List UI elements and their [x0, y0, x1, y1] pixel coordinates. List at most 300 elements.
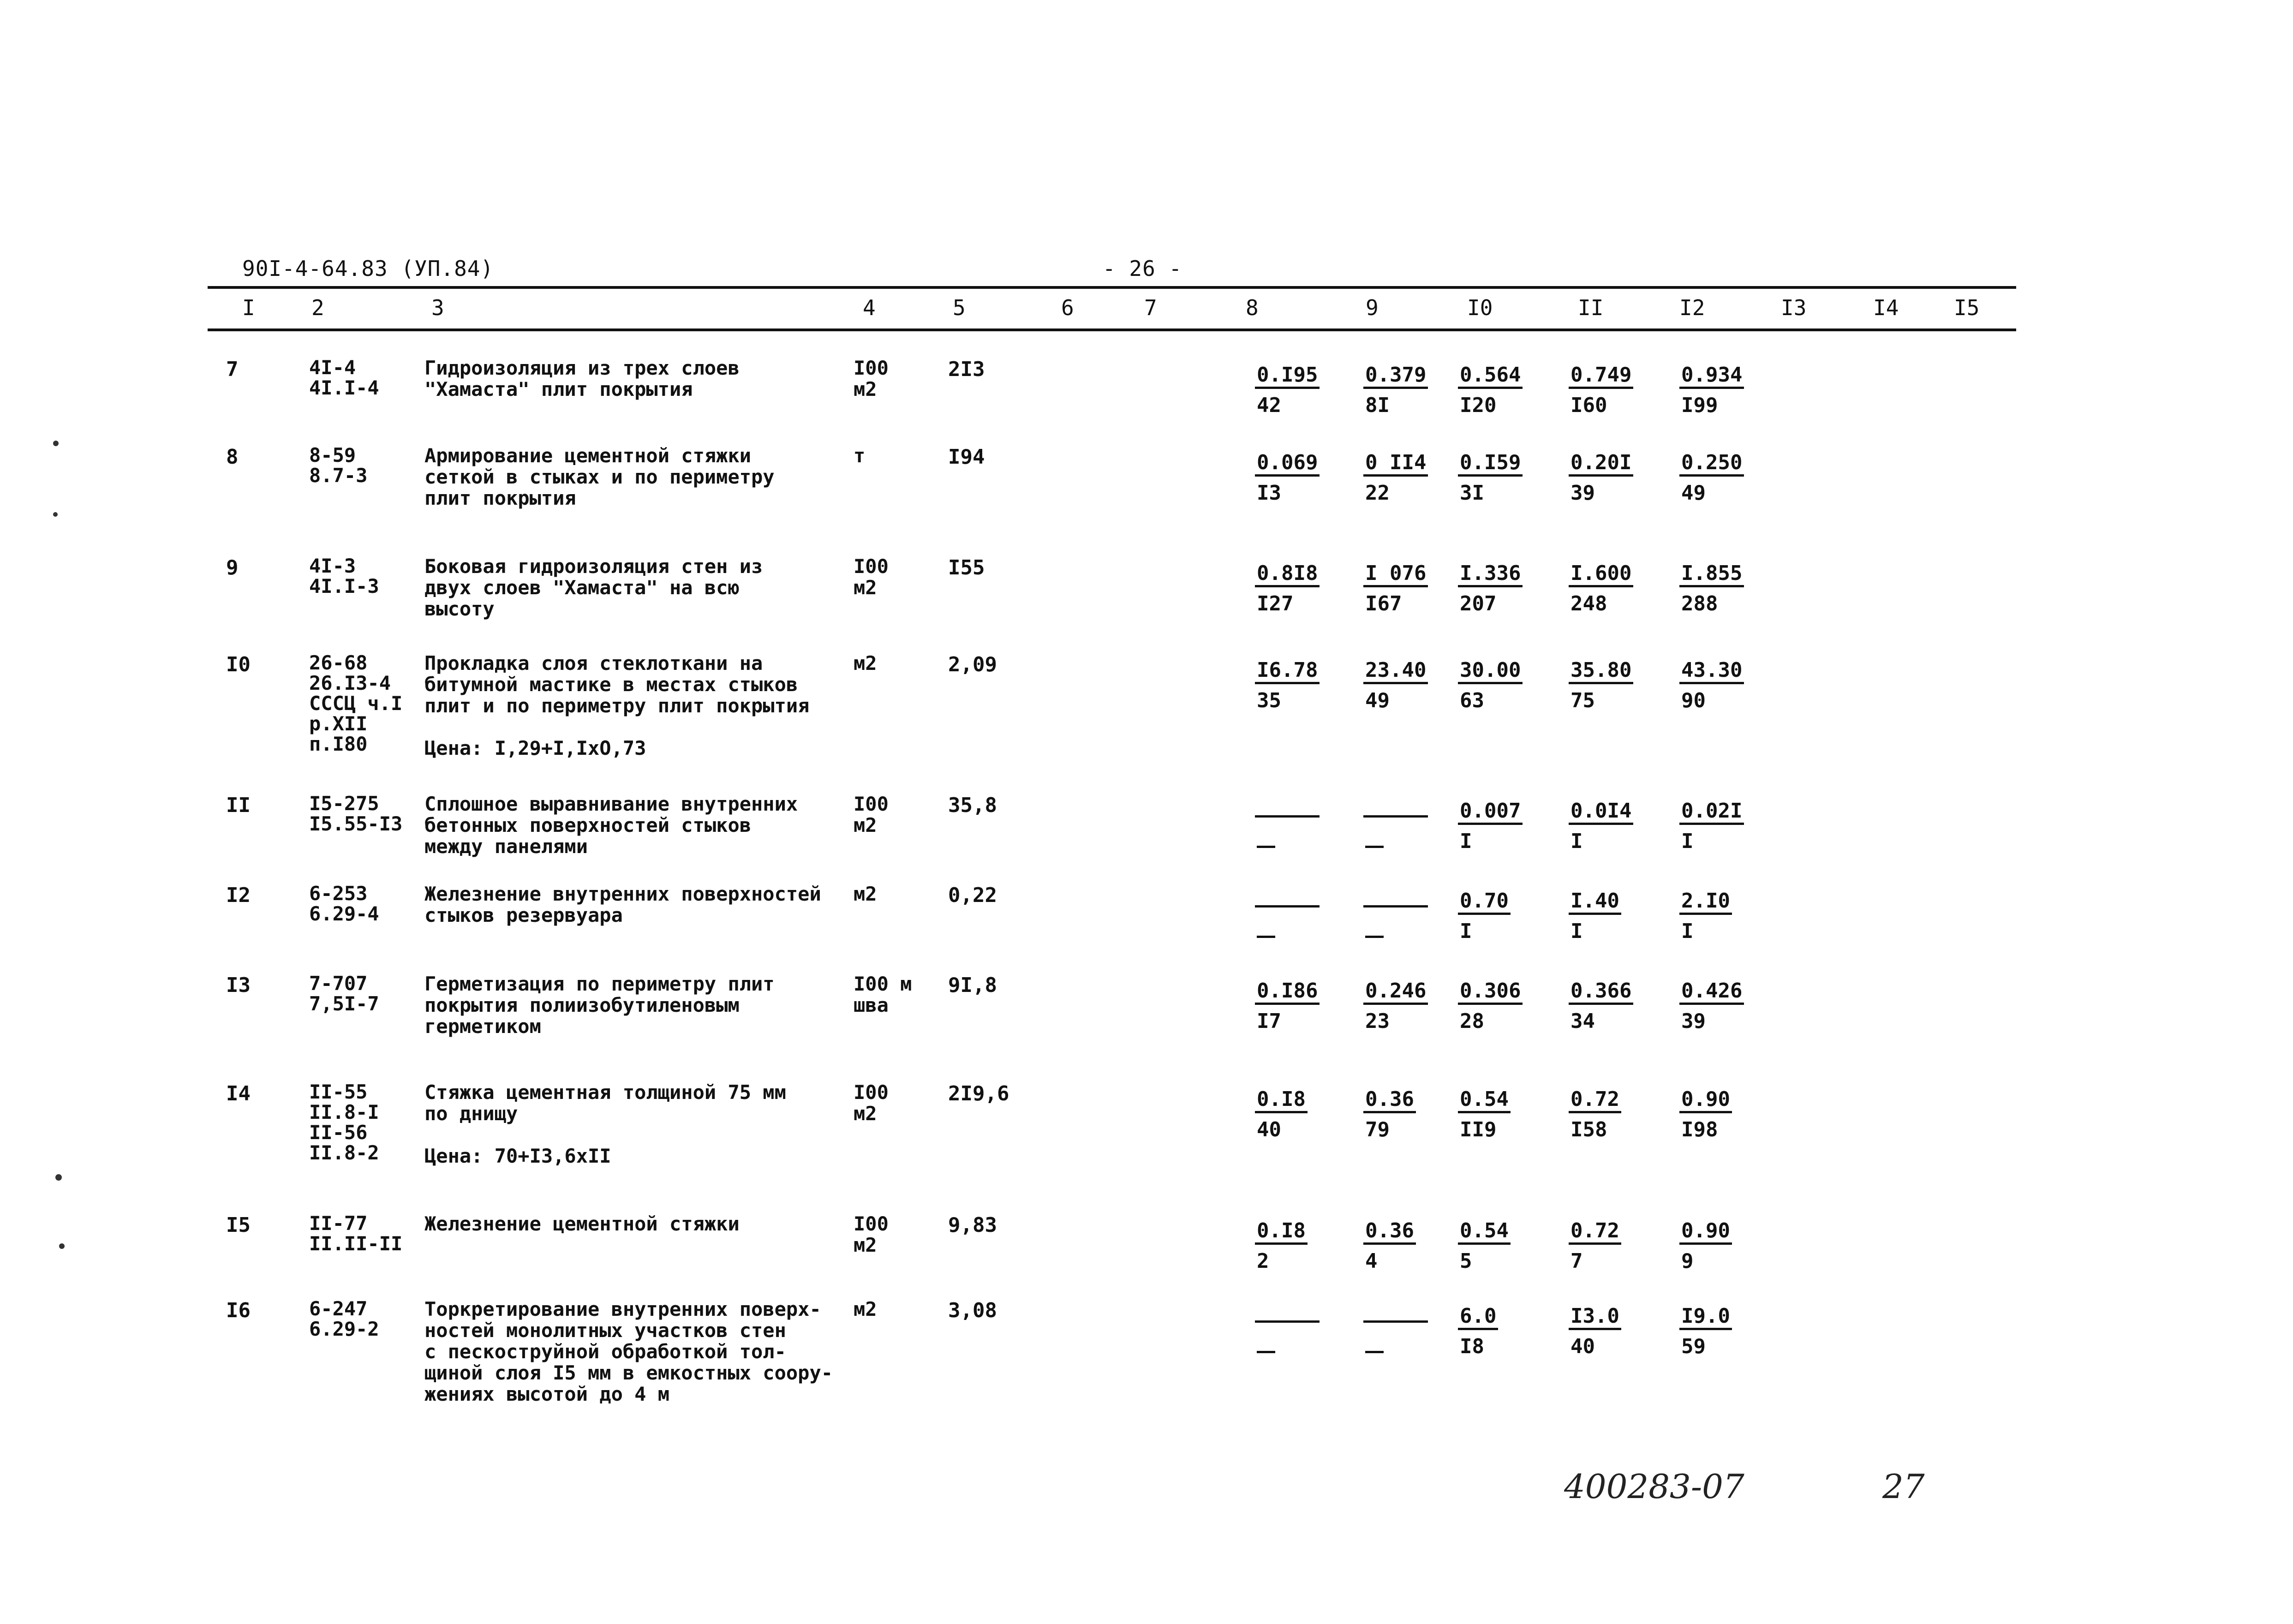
row-number: I6	[226, 1299, 251, 1322]
cost-value: I	[1681, 919, 1694, 943]
norm-code-line: II.8-2	[309, 1141, 379, 1164]
unit-line: т	[854, 444, 866, 467]
unit-price: 0,22	[948, 884, 997, 907]
norm-code	[309, 973, 379, 1014]
description-line: Армирование цементной стяжки	[424, 444, 752, 467]
volume-value: 23.40	[1363, 659, 1428, 684]
cost-value: 8I	[1365, 394, 1390, 417]
cost-value: I99	[1681, 394, 1718, 417]
column-header: 7	[1144, 295, 1157, 320]
volume-cell	[1363, 1301, 1451, 1362]
dash-mark	[1257, 834, 1275, 848]
volume-cell	[1255, 655, 1343, 716]
unit-price: 3,08	[948, 1299, 997, 1322]
volume-cell	[1679, 360, 1767, 421]
description-line: жениях высотой до 4 м	[424, 1383, 670, 1405]
unit-price: 9,83	[948, 1213, 997, 1237]
norm-code-line: 6-253	[309, 882, 368, 905]
description-line: "Хамаста" плит покрытия	[424, 378, 693, 400]
volume-value: I.855	[1679, 562, 1744, 587]
cost-value: 9	[1681, 1249, 1694, 1273]
unit-of-measure	[854, 358, 889, 400]
description-line: плит покрытия	[424, 487, 576, 509]
volume-cell	[1458, 448, 1546, 508]
description-line: высоту	[424, 597, 495, 620]
column-header: I3	[1781, 295, 1807, 320]
volume-cell	[1255, 1301, 1343, 1362]
volume-cell	[1363, 976, 1451, 1037]
norm-code-line: II-77	[309, 1212, 368, 1235]
unit-price: 2,09	[948, 653, 997, 676]
volume-value: 43.30	[1679, 659, 1744, 684]
description-line	[424, 1124, 867, 1146]
empty-value-dash	[1363, 803, 1428, 818]
unit-line: м2	[854, 1102, 877, 1125]
table-header-rule	[208, 328, 2016, 331]
column-header: I2	[1679, 295, 1705, 320]
scan-speck	[53, 512, 58, 517]
row-number: 9	[226, 556, 239, 579]
unit-of-measure	[854, 653, 877, 674]
description-line: плит и по периметру плит покрытия	[424, 694, 810, 717]
unit-price: I94	[948, 445, 985, 469]
description-line: ностей монолитных участков стен	[424, 1319, 786, 1342]
column-header: II	[1578, 295, 1604, 320]
volume-value: 0.I8	[1255, 1088, 1308, 1113]
volume-value: 0.007	[1458, 800, 1523, 825]
volume-value: 30.00	[1458, 659, 1523, 684]
column-header: 5	[953, 295, 966, 320]
empty-value-dash	[1363, 1331, 1451, 1362]
cost-value: I98	[1681, 1118, 1718, 1141]
volume-cell	[1363, 655, 1451, 716]
cost-value: 49	[1681, 481, 1706, 505]
volume-cell	[1255, 886, 1343, 947]
norm-code	[309, 1082, 379, 1163]
volume-cell	[1458, 1216, 1546, 1277]
cost-value: 40	[1570, 1335, 1595, 1358]
cost-value: 4	[1365, 1249, 1378, 1273]
empty-value-dash	[1255, 893, 1320, 908]
description-line: герметиком	[424, 1015, 541, 1038]
volume-cell	[1569, 448, 1656, 508]
cost-value: 22	[1365, 481, 1390, 505]
norm-code	[309, 556, 379, 597]
volume-cell	[1679, 886, 1767, 947]
norm-code-line: р.XII	[309, 712, 368, 735]
cost-value: I60	[1570, 394, 1607, 417]
document-code: 90I-4-64.83 (УП.84)	[242, 256, 494, 281]
column-header: 6	[1061, 295, 1074, 320]
norm-code-line: I5-275	[309, 792, 379, 815]
row-number: II	[226, 794, 251, 817]
dash-mark	[1365, 1339, 1384, 1353]
norm-code-line: 26.I3-4	[309, 672, 391, 694]
description-line: двух слоев "Хамаста" на всю	[424, 576, 740, 599]
row-number: 7	[226, 358, 239, 381]
empty-value-dash	[1255, 916, 1343, 947]
unit-line: м2	[854, 883, 877, 905]
norm-code-line: СССЦ ч.I	[309, 692, 403, 715]
description-line	[424, 716, 867, 738]
unit-line: I00	[854, 555, 889, 578]
empty-value-dash	[1363, 1308, 1428, 1323]
unit-line: м2	[854, 652, 877, 675]
column-header: 9	[1366, 295, 1379, 320]
norm-code-line: 4I.I-4	[309, 376, 379, 399]
unit-price: 9I,8	[948, 973, 997, 997]
volume-value: 0.I59	[1458, 451, 1523, 477]
row-number: I5	[226, 1213, 251, 1237]
cost-value: I27	[1257, 592, 1294, 615]
description-line: бетонных поверхностей стыков	[424, 814, 752, 836]
norm-code-line: 4I-3	[309, 555, 356, 577]
volume-value: I.600	[1569, 562, 1633, 587]
description-line: Железнение цементной стяжки	[424, 1212, 740, 1235]
volume-cell	[1255, 360, 1343, 421]
cost-value: I67	[1365, 592, 1402, 615]
description-line: Цена: 70+I3,6xII	[424, 1145, 611, 1167]
empty-value-dash	[1363, 916, 1451, 947]
cost-value: I	[1570, 830, 1583, 853]
work-description	[424, 358, 867, 400]
empty-value-dash	[1363, 893, 1428, 908]
volume-value: I 076	[1363, 562, 1428, 587]
description-line: сеткой в стыках и по периметру	[424, 466, 775, 488]
cost-value: 49	[1365, 689, 1390, 712]
volume-cell	[1458, 655, 1546, 716]
volume-cell	[1679, 796, 1767, 857]
volume-value: 0.72	[1569, 1088, 1621, 1113]
volume-cell	[1679, 558, 1767, 619]
volume-value: 0.366	[1569, 979, 1633, 1005]
volume-cell	[1363, 1216, 1451, 1277]
table-top-rule	[208, 286, 2016, 289]
volume-value: 35.80	[1569, 659, 1633, 684]
volume-cell	[1458, 360, 1546, 421]
unit-line: м2	[854, 1234, 877, 1256]
norm-code-line: II.II-II	[309, 1232, 403, 1255]
row-number: I3	[226, 973, 251, 997]
unit-of-measure	[854, 445, 865, 466]
row-number: 8	[226, 445, 239, 469]
dash-mark	[1365, 834, 1384, 848]
volume-cell	[1255, 796, 1343, 857]
norm-code	[309, 794, 402, 834]
cost-value: I7	[1257, 1009, 1281, 1033]
sheet-number: 400283-07	[1564, 1467, 1744, 1506]
cost-value: I	[1681, 830, 1694, 853]
volume-value: 0.749	[1569, 364, 1633, 389]
dash-mark	[1257, 924, 1275, 938]
cost-value: 7	[1570, 1249, 1583, 1273]
volume-cell	[1679, 976, 1767, 1037]
volume-cell	[1458, 886, 1546, 947]
volume-cell	[1255, 976, 1343, 1037]
cost-value: 35	[1257, 689, 1281, 712]
cost-value: 90	[1681, 689, 1706, 712]
volume-cell	[1569, 1301, 1656, 1362]
norm-code-line: 7,5I-7	[309, 992, 379, 1015]
unit-of-measure	[854, 1082, 889, 1124]
cost-value: I8	[1460, 1335, 1484, 1358]
column-header: 8	[1246, 295, 1259, 320]
volume-value: I.40	[1569, 890, 1621, 915]
norm-code-line: II-55	[309, 1081, 368, 1103]
volume-cell	[1679, 448, 1767, 508]
unit-of-measure	[854, 1213, 889, 1256]
column-header: 2	[311, 295, 324, 320]
cost-value: I58	[1570, 1118, 1607, 1141]
unit-line: I00 м	[854, 973, 912, 995]
volume-cell	[1458, 558, 1546, 619]
volume-cell	[1679, 1084, 1767, 1145]
volume-cell	[1458, 1084, 1546, 1145]
cost-value: 34	[1570, 1009, 1595, 1033]
cost-value: 79	[1365, 1118, 1390, 1141]
volume-cell	[1363, 1084, 1451, 1145]
cost-value: 39	[1681, 1009, 1706, 1033]
cost-value: 63	[1460, 689, 1484, 712]
volume-cell	[1569, 1084, 1656, 1145]
cost-value: I3	[1257, 481, 1281, 505]
norm-code-line: 26-68	[309, 651, 368, 674]
description-line: Боковая гидроизоляция стен из	[424, 555, 763, 578]
description-line: по днищу	[424, 1102, 518, 1125]
cost-value: 207	[1460, 592, 1497, 615]
description-line: с пескоструйной обработкой тол-	[424, 1340, 786, 1363]
cost-value: I	[1460, 830, 1472, 853]
volume-value: 0.54	[1458, 1088, 1511, 1113]
volume-value: 0.246	[1363, 979, 1428, 1005]
work-description	[424, 1299, 867, 1405]
cost-value: 39	[1570, 481, 1595, 505]
cost-value: 2	[1257, 1249, 1269, 1273]
volume-cell	[1569, 796, 1656, 857]
unit-of-measure	[854, 884, 877, 905]
norm-code	[309, 445, 367, 486]
row-number: I4	[226, 1082, 251, 1105]
work-description	[424, 794, 867, 857]
norm-code	[309, 884, 379, 924]
description-line: битумной мастике в местах стыков	[424, 673, 798, 696]
volume-cell	[1569, 1216, 1656, 1277]
unit-line: м2	[854, 378, 877, 400]
volume-cell	[1458, 1301, 1546, 1362]
cost-value: 23	[1365, 1009, 1390, 1033]
volume-value: 0.70	[1458, 890, 1511, 915]
cost-value: 42	[1257, 394, 1281, 417]
cost-value: I	[1460, 919, 1472, 943]
scan-speck	[53, 441, 59, 446]
norm-code-line: 6-247	[309, 1297, 368, 1320]
description-line: Торкретирование внутренних поверх-	[424, 1298, 821, 1320]
norm-code-line: 4I.I-3	[309, 575, 379, 597]
unit-price: 2I3	[948, 358, 985, 381]
page-number: - 26 -	[1103, 256, 1182, 281]
dash-mark	[1257, 1339, 1275, 1353]
norm-code-line: 4I-4	[309, 356, 356, 379]
norm-code-line: II-56	[309, 1121, 368, 1144]
norm-code	[309, 653, 402, 754]
unit-line: м2	[854, 1298, 877, 1320]
row-number: I0	[226, 653, 251, 676]
volume-cell	[1363, 360, 1451, 421]
volume-value: 0.20I	[1569, 451, 1633, 477]
empty-value-dash	[1255, 826, 1343, 857]
unit-line: I00	[854, 357, 889, 379]
unit-line: I00	[854, 1081, 889, 1104]
cost-value: 59	[1681, 1335, 1706, 1358]
work-description	[424, 653, 867, 759]
work-description	[424, 1213, 867, 1235]
volume-value: 0.306	[1458, 979, 1523, 1005]
volume-cell	[1569, 360, 1656, 421]
volume-cell	[1679, 1301, 1767, 1362]
scan-speck	[59, 1243, 65, 1249]
norm-code-line: 6.29-4	[309, 902, 379, 925]
volume-value: 0.90	[1679, 1219, 1732, 1245]
volume-value: 2.I0	[1679, 890, 1732, 915]
norm-code-line: 8.7-3	[309, 464, 368, 487]
dash-mark	[1365, 924, 1384, 938]
volume-cell	[1255, 448, 1343, 508]
volume-value: 0.426	[1679, 979, 1744, 1005]
norm-code	[309, 1299, 379, 1339]
column-header: 3	[431, 295, 444, 320]
unit-line: м2	[854, 576, 877, 599]
volume-cell	[1458, 796, 1546, 857]
volume-value: I3.0	[1569, 1305, 1621, 1330]
volume-value: 0.069	[1255, 451, 1320, 477]
description-line: покрытия полиизобутиленовым	[424, 994, 740, 1016]
norm-code	[309, 358, 379, 398]
description-line: между панелями	[424, 835, 588, 858]
volume-value: 0.I95	[1255, 364, 1320, 389]
description-line: Стяжка цементная толщиной 75 мм	[424, 1081, 786, 1104]
volume-value: 0.I8	[1255, 1219, 1308, 1245]
norm-code-line: 6.29-2	[309, 1318, 379, 1340]
unit-line: I00	[854, 1212, 889, 1235]
volume-value: 0 II4	[1363, 451, 1428, 477]
norm-code	[309, 1213, 402, 1254]
unit-price: 35,8	[948, 794, 997, 817]
description-line: стыков резервуара	[424, 904, 623, 926]
scan-speck	[55, 1174, 62, 1181]
unit-price: 2I9,6	[948, 1082, 1009, 1105]
work-description	[424, 973, 867, 1037]
volume-value: I9.0	[1679, 1305, 1732, 1330]
description-line: Гидроизоляция из трех слоев	[424, 357, 740, 379]
cost-value: 75	[1570, 689, 1595, 712]
volume-cell	[1569, 976, 1656, 1037]
work-description	[424, 1082, 867, 1167]
page-mark: 27	[1882, 1467, 1925, 1506]
cost-value: 28	[1460, 1009, 1484, 1033]
volume-value: 0.02I	[1679, 800, 1744, 825]
volume-value: 0.I86	[1255, 979, 1320, 1005]
empty-value-dash	[1363, 826, 1451, 857]
cost-value: I20	[1460, 394, 1497, 417]
cost-value: 3I	[1460, 481, 1484, 505]
description-line: Цена: I,29+I,IxO,73	[424, 737, 646, 759]
volume-value: 0.379	[1363, 364, 1428, 389]
volume-cell	[1255, 1216, 1343, 1277]
volume-cell	[1363, 886, 1451, 947]
volume-value: 6.0	[1458, 1305, 1498, 1330]
volume-cell	[1458, 976, 1546, 1037]
work-description	[424, 556, 867, 620]
unit-price: I55	[948, 556, 985, 579]
empty-value-dash	[1255, 803, 1320, 818]
cost-value: 40	[1257, 1118, 1281, 1141]
norm-code-line: 8-59	[309, 444, 356, 466]
empty-value-dash	[1255, 1331, 1343, 1362]
empty-value-dash	[1255, 1308, 1320, 1323]
cost-value: 248	[1570, 592, 1607, 615]
volume-value: 0.934	[1679, 364, 1744, 389]
volume-cell	[1255, 558, 1343, 619]
volume-value: I6.78	[1255, 659, 1320, 684]
volume-cell	[1679, 1216, 1767, 1277]
cost-value: 5	[1460, 1249, 1472, 1273]
work-description	[424, 884, 867, 926]
description-line: Герметизация по периметру плит	[424, 973, 775, 995]
column-header: I4	[1873, 295, 1899, 320]
volume-cell	[1679, 655, 1767, 716]
volume-cell	[1363, 796, 1451, 857]
volume-value: 0.72	[1569, 1219, 1621, 1245]
volume-value: 0.36	[1363, 1088, 1416, 1113]
norm-code-line: II.8-I	[309, 1101, 379, 1123]
unit-of-measure	[854, 973, 912, 1016]
volume-cell	[1569, 886, 1656, 947]
column-header: 4	[863, 295, 876, 320]
cost-value: 288	[1681, 592, 1718, 615]
unit-of-measure	[854, 556, 889, 598]
unit-of-measure	[854, 794, 889, 836]
description-line: Сплошное выравнивание внутренних	[424, 793, 798, 815]
column-header: I5	[1954, 295, 1980, 320]
norm-code-line: 7-707	[309, 972, 368, 995]
description-line: щиной слоя I5 мм в емкостных соору-	[424, 1361, 833, 1384]
unit-line: шва	[854, 994, 889, 1016]
cost-value: II9	[1460, 1118, 1497, 1141]
volume-cell	[1569, 558, 1656, 619]
volume-value: 0.90	[1679, 1088, 1732, 1113]
volume-value: I.336	[1458, 562, 1523, 587]
column-header: I0	[1467, 295, 1493, 320]
volume-cell	[1363, 448, 1451, 508]
volume-cell	[1569, 655, 1656, 716]
unit-line: м2	[854, 814, 877, 836]
description-line: Прокладка слоя стеклоткани на	[424, 652, 763, 675]
norm-code-line: I5.55-I3	[309, 812, 403, 835]
norm-code-line: п.I80	[309, 733, 368, 755]
volume-value: 0.8I8	[1255, 562, 1320, 587]
volume-value: 0.0I4	[1569, 800, 1633, 825]
volume-cell	[1255, 1084, 1343, 1145]
unit-of-measure	[854, 1299, 877, 1320]
volume-value: 0.54	[1458, 1219, 1511, 1245]
volume-value: 0.564	[1458, 364, 1523, 389]
work-description	[424, 445, 867, 509]
cost-value: I	[1570, 919, 1583, 943]
description-line: Железнение внутренних поверхностей	[424, 883, 821, 905]
row-number: I2	[226, 884, 251, 907]
volume-cell	[1363, 558, 1451, 619]
unit-line: I00	[854, 793, 889, 815]
